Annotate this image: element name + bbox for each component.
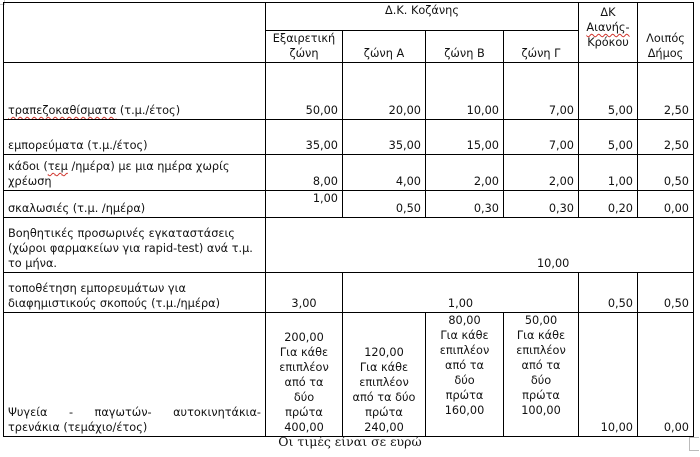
spellcheck-word: Αιανής- <box>586 21 630 34</box>
header-aiani-line1: ΔΚ <box>600 6 616 19</box>
cell-aiani: 5,00 <box>579 63 638 120</box>
cell-loipos: 0,00 <box>638 313 694 437</box>
currency-caption: Οι τιμές είναι σε ευρώ <box>278 434 422 449</box>
header-loipos-line2: Δήμος <box>647 47 684 60</box>
cell-exairetiki: 50,00 <box>266 63 343 120</box>
extra-note: Για κάθε επιπλέον από τα δύο πρώτα <box>352 361 416 419</box>
extra-price: 400,00 <box>284 421 324 434</box>
extra-price: 160,00 <box>444 404 485 417</box>
base-price: 80,00 <box>448 314 481 327</box>
row-label-part: /ημέρα) με μια ημέρα χωρίς χρέωση <box>8 160 230 188</box>
extra-note: Για κάθε επιπλέον από τα δύο πρώτα <box>439 329 490 402</box>
cell-loipos: 0,00 <box>638 191 694 218</box>
cell-zoni-a: 35,00 <box>343 120 426 155</box>
base-price: 120,00 <box>364 346 404 359</box>
cell-aiani: 1,00 <box>579 155 638 191</box>
row-label-topothetisi: τοποθέτηση εμπορευμάτων για διαφημιστικούς σκοπούς (τ.μ./ημέρα) <box>4 273 266 313</box>
header-aiani-line2 <box>583 20 633 35</box>
cell-aiani: 0,50 <box>579 273 638 313</box>
row-label-voithitikes: Βοηθητικές προσωρινές εγκαταστάσεις (χώροι φαρμακείων για rapid-test) ανά τ.μ. το μήνα. <box>4 218 266 273</box>
table-row <box>4 155 694 191</box>
cell-exairetiki: 8,00 <box>266 155 343 191</box>
row-label-unit: (τ.μ./έτος) <box>116 104 181 117</box>
table-resize-handle <box>689 437 699 451</box>
cell-zoni-b: 0,30 <box>426 191 504 218</box>
header-col-zoni-a: ζώνη Α <box>343 31 426 63</box>
cell-exairetiki: 1,00 <box>266 191 343 218</box>
extra-price: 100,00 <box>521 404 561 417</box>
header-empty-cell <box>4 3 266 63</box>
header-group-kozani: Δ.Κ. Κοζάνης <box>266 3 579 31</box>
header-row-1 <box>4 3 694 31</box>
cell-zoni-g: 0,30 <box>504 191 579 218</box>
spellcheck-word: τραπεζοκαθίσματα <box>8 104 117 117</box>
cell-zones-abg-merged: 1,00 <box>343 273 579 313</box>
header-exairetiki-line1: Εξαιρετική <box>272 32 336 45</box>
cell-aiani: 0,20 <box>579 191 638 218</box>
cell-zoni-b: 2,00 <box>426 155 504 191</box>
header-col-zoni-b: ζώνη Β <box>426 31 504 63</box>
cell-exairetiki <box>266 313 343 437</box>
row-label-kadoi <box>4 155 266 191</box>
cell-loipos: 0,50 <box>638 155 694 191</box>
extra-note: Για κάθε επιπλέον από τα δύο πρώτα <box>279 346 329 419</box>
header-exairetiki-line2: ζώνη <box>289 47 319 60</box>
extra-note: Για κάθε επιπλέον από τα δύο πρώτα <box>516 329 566 402</box>
cell-aiani: 5,00 <box>579 120 638 155</box>
row-label-psygeia: Ψυγεία - παγωτών- αυτοκινητάκια- τρενάκια (τεμάχιο/έτος) <box>4 313 266 437</box>
header-aiani-line3: Κρόκου <box>587 36 629 49</box>
header-col-exairetiki <box>266 31 343 63</box>
table-row <box>4 313 694 437</box>
cell-zoni-b <box>426 313 504 437</box>
row-label-part: κάδοι ( <box>8 160 48 173</box>
extra-price: 240,00 <box>364 421 404 434</box>
cell-zoni-g: 7,00 <box>504 120 579 155</box>
cell-loipos: 2,50 <box>638 63 694 120</box>
table-row <box>4 191 694 218</box>
cell-zoni-g: 2,00 <box>504 155 579 191</box>
cell-loipos: 2,50 <box>638 120 694 155</box>
table-row <box>4 273 694 313</box>
cell-zoni-a: 20,00 <box>343 63 426 120</box>
cell-zoni-a: 0,50 <box>343 191 426 218</box>
cell-zoni-a: 4,00 <box>343 155 426 191</box>
cell-merged-value <box>266 218 694 273</box>
cell-zoni-b: 10,00 <box>426 63 504 120</box>
cell-zoni-g <box>504 313 579 437</box>
cell-loipos: 0,50 <box>638 273 694 313</box>
fees-table <box>3 2 694 437</box>
base-price: 50,00 <box>524 314 558 327</box>
row-label-emporevmata: εμπορεύματα (τ.μ./έτος) <box>4 120 266 155</box>
cell-exairetiki: 3,00 <box>266 273 343 313</box>
row-label-trapezokathismata <box>4 63 266 120</box>
cell-zoni-a <box>343 313 426 437</box>
merged-value: 10,00 <box>537 257 570 270</box>
cell-zoni-b: 15,00 <box>426 120 504 155</box>
base-price: 200,00 <box>284 331 324 344</box>
table-row <box>4 120 694 155</box>
cell-aiani: 10,00 <box>579 313 638 437</box>
cell-exairetiki: 35,00 <box>266 120 343 155</box>
header-col-zoni-g: ζώνη Γ <box>504 31 579 63</box>
header-col-loipos <box>638 3 694 63</box>
row-label-skalosies: σκαλωσιές (τ.μ. /ημέρα) <box>4 191 266 218</box>
table-row <box>4 218 694 273</box>
header-loipos-line1: Λοιπός <box>646 32 685 45</box>
spellcheck-word: τεμ <box>47 160 68 173</box>
header-col-aiani <box>579 3 638 63</box>
cell-zoni-g: 7,00 <box>504 63 579 120</box>
table-row <box>4 63 694 120</box>
